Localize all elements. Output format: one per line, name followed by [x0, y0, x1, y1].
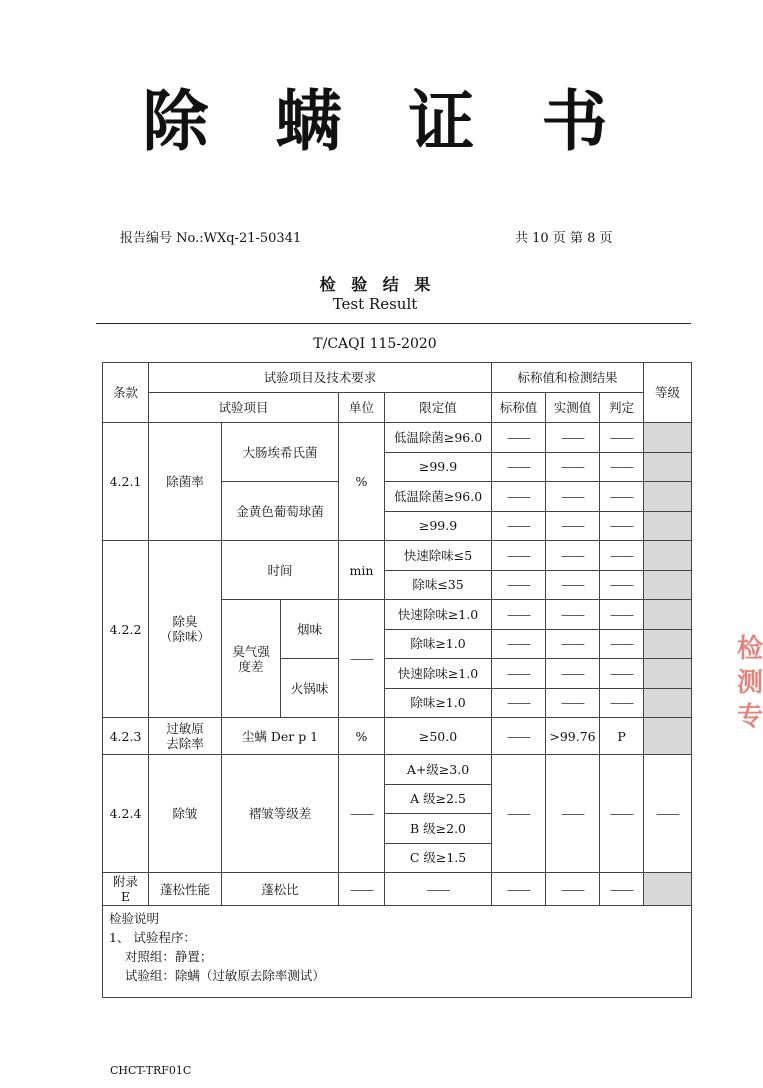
unit-min: min [339, 541, 385, 600]
nominal-value: —— [492, 541, 546, 571]
nominal-value: —— [492, 452, 546, 482]
header-test-item: 试验项目 [149, 393, 339, 423]
nominal-value: —— [492, 600, 546, 630]
nominal-value: —— [492, 511, 546, 541]
limit-cell: —— [385, 873, 492, 906]
sub-odor-intensity: 臭气强 度差 [222, 600, 281, 718]
judgment-value: —— [600, 423, 644, 453]
header-judgment: 判定 [600, 393, 644, 423]
notes-line: 试验组：除螨（过敏原去除率测试） [109, 968, 325, 983]
grade-cell [644, 482, 692, 512]
measured-value: —— [546, 688, 600, 718]
clause-4-2-2: 4.2.2 [103, 541, 149, 718]
header-limit: 限定值 [385, 393, 492, 423]
unit-none: —— [339, 755, 385, 873]
grade-cell [644, 600, 692, 630]
grade-cell [644, 659, 692, 689]
judgment-value: —— [600, 511, 644, 541]
sub-hotpot: 火锅味 [281, 659, 339, 718]
clause-4-2-3: 4.2.3 [103, 718, 149, 755]
item-deodorization: 除臭 （除味） [149, 541, 222, 718]
measured-value: —— [546, 452, 600, 482]
grade-cell [644, 570, 692, 600]
grade-cell: —— [644, 755, 692, 873]
measured-value: —— [546, 541, 600, 571]
notes-line: 1、 试验程序： [109, 930, 196, 945]
item-allergen-removal: 过敏原 去除率 [149, 718, 222, 755]
nominal-value: —— [492, 873, 546, 906]
header-unit: 单位 [339, 393, 385, 423]
judgment-value: —— [600, 600, 644, 630]
grade-cell [644, 688, 692, 718]
nominal-value: —— [492, 570, 546, 600]
grade-cell [644, 423, 692, 453]
grade-cell [644, 541, 692, 571]
nominal-value: —— [492, 659, 546, 689]
nominal-value: —— [492, 423, 546, 453]
limit-cell: ≥99.9 [385, 511, 492, 541]
notes-heading: 检验说明 [109, 911, 160, 926]
grade-cell [644, 452, 692, 482]
measured-value: >99.76 [546, 718, 600, 755]
measured-value: —— [546, 423, 600, 453]
grade-cell [644, 511, 692, 541]
grade-cell [644, 873, 692, 906]
unit-none: —— [339, 600, 385, 718]
grade-cell [644, 718, 692, 755]
unit-percent: % [339, 423, 385, 541]
judgment-value: —— [600, 659, 644, 689]
nominal-value: —— [492, 688, 546, 718]
grade-cell [644, 629, 692, 659]
nominal-value: —— [492, 629, 546, 659]
limit-cell: A 级≥2.5 [385, 784, 492, 814]
measured-value: —— [546, 570, 600, 600]
judgment-value: P [600, 718, 644, 755]
judgment-value: —— [600, 452, 644, 482]
measured-value: —— [546, 600, 600, 630]
judgment-value: —— [600, 688, 644, 718]
sub-time: 时间 [222, 541, 339, 600]
measured-value: —— [546, 659, 600, 689]
standard-code: T/CAQI 115-2020 [313, 336, 437, 352]
nominal-value: —— [492, 482, 546, 512]
limit-cell: 快速除味≥1.0 [385, 600, 492, 630]
results-table [102, 362, 692, 998]
judgment-value: —— [600, 570, 644, 600]
notes-line: 对照组：静置； [109, 949, 213, 964]
limit-cell: 快速除味≥1.0 [385, 659, 492, 689]
sub-fluffiness-ratio: 蓬松比 [222, 873, 339, 906]
measured-value: —— [546, 629, 600, 659]
sub-staph-aureus: 金黄色葡萄球菌 [222, 482, 339, 541]
sub-dust-mite: 尘螨 Der p 1 [222, 718, 339, 755]
header-grade: 等级 [644, 363, 692, 423]
limit-cell: 除味≤35 [385, 570, 492, 600]
measured-value: —— [546, 755, 600, 873]
page-info: 共 10 页 第 8 页 [515, 231, 613, 246]
judgment-value: —— [600, 755, 644, 873]
report-number: 报告编号 No.:WXq-21-50341 [120, 231, 302, 246]
sub-ecoli: 大肠埃希氏菌 [222, 423, 339, 482]
clause-4-2-4: 4.2.4 [103, 755, 149, 873]
divider-line [96, 323, 691, 324]
limit-cell: 低温除菌≥96.0 [385, 423, 492, 453]
measured-value: —— [546, 873, 600, 906]
header-test-items-req: 试验项目及技术要求 [149, 363, 492, 393]
limit-cell: C 级≥1.5 [385, 843, 492, 873]
judgment-value: —— [600, 482, 644, 512]
limit-cell: B 级≥2.0 [385, 814, 492, 844]
red-seal-stamp: 检 测 专 [737, 634, 763, 732]
document-title: 除 螨 证 书 [142, 83, 630, 160]
section-title-en: Test Result [332, 295, 418, 313]
clause-appendix-e: 附录 E [103, 873, 149, 906]
unit-percent: % [339, 718, 385, 755]
item-fluffiness: 蓬松性能 [149, 873, 222, 906]
test-notes [103, 906, 692, 998]
header-measured: 实测值 [546, 393, 600, 423]
limit-cell: ≥50.0 [385, 718, 492, 755]
limit-cell: 除味≥1.0 [385, 688, 492, 718]
header-nominal: 标称值 [492, 393, 546, 423]
item-sterilization-rate: 除菌率 [149, 423, 222, 541]
section-title-zh: 检 验 结 果 [319, 275, 436, 294]
unit-none: —— [339, 873, 385, 906]
limit-cell: 除味≥1.0 [385, 629, 492, 659]
item-wrinkle-removal: 除皱 [149, 755, 222, 873]
limit-cell: 低温除菌≥96.0 [385, 482, 492, 512]
sub-wrinkle-grade: 褶皱等级差 [222, 755, 339, 873]
judgment-value: —— [600, 541, 644, 571]
limit-cell: 快速除味≤5 [385, 541, 492, 571]
clause-4-2-1: 4.2.1 [103, 423, 149, 541]
header-nominal-results: 标称值和检测结果 [492, 363, 644, 393]
nominal-value: —— [492, 755, 546, 873]
measured-value: —— [546, 482, 600, 512]
header-clause: 条款 [103, 363, 149, 423]
footer-form-code: CHCT-TRF01C [110, 1064, 192, 1077]
judgment-value: —— [600, 629, 644, 659]
judgment-value: —— [600, 873, 644, 906]
nominal-value: —— [492, 718, 546, 755]
measured-value: —— [546, 511, 600, 541]
limit-cell: ≥99.9 [385, 452, 492, 482]
sub-smoke: 烟味 [281, 600, 339, 659]
limit-cell: A+级≥3.0 [385, 755, 492, 785]
